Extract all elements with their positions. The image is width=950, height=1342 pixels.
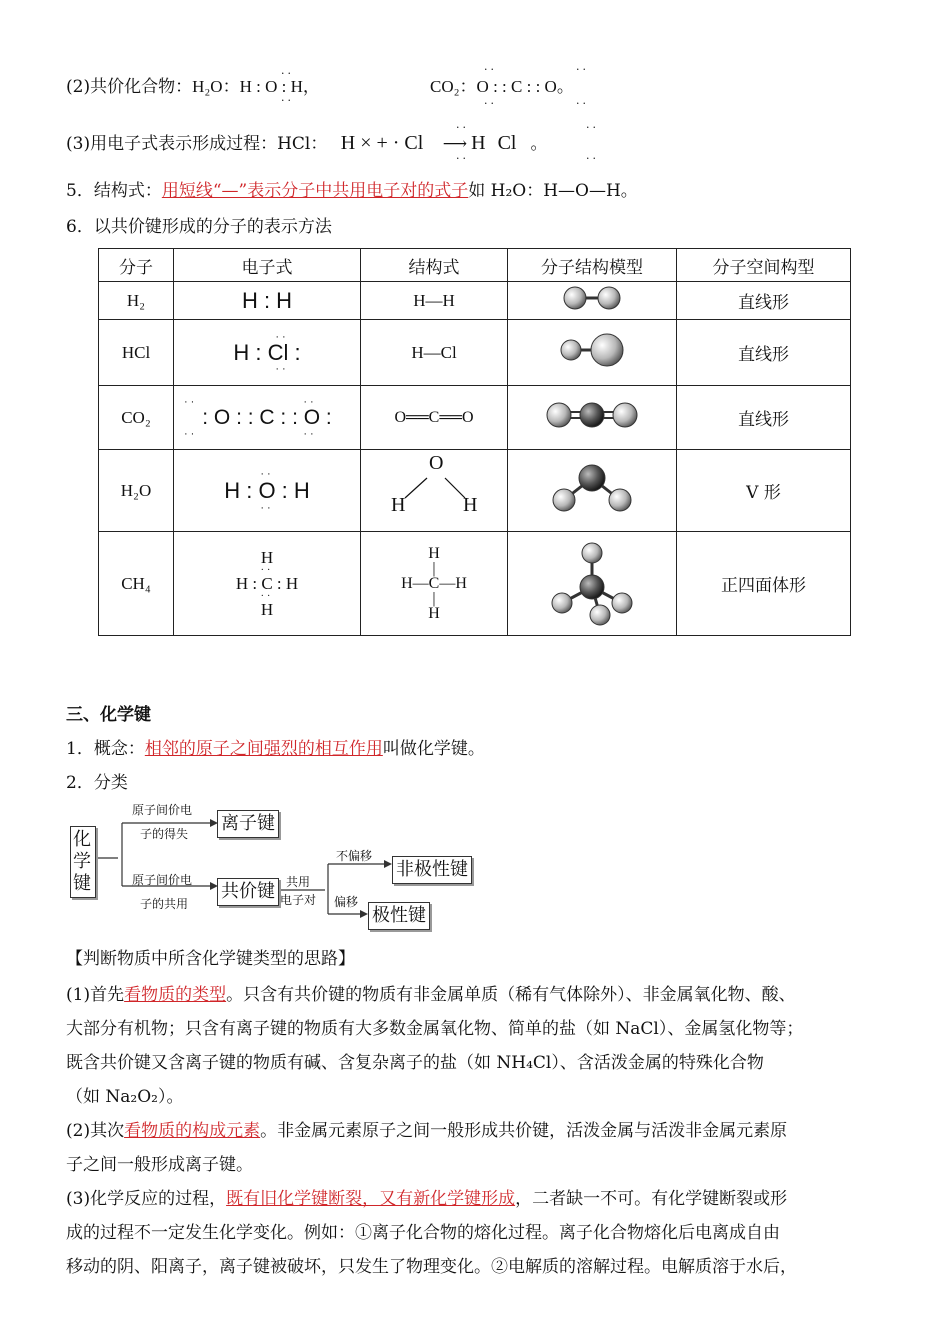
process-product-h: H: [471, 132, 486, 154]
judge-paragraph-2: (2)其次看物质的构成元素。非金属元素原子之间一般形成共价键，活泼金属与活泼非金属元素原 子之间一般形成离子键。: [66, 1121, 788, 1175]
process-product-cl: Cl: [497, 132, 517, 154]
co2-o2-pair-top: ··: [576, 63, 589, 76]
structure-formula-cell: O H H: [361, 450, 508, 532]
co2-ball-model: [537, 398, 647, 432]
model-cell: [508, 532, 677, 636]
concept-suffix: 叫做化学键。: [382, 739, 485, 759]
shift-label: 偏移: [334, 895, 359, 909]
concept-highlight: 相邻的原子之间强烈的相互作用: [144, 739, 383, 759]
item5-line: [66, 180, 638, 202]
item5-suffix: 如 H₂O：H—O—H。: [468, 181, 638, 201]
process-product-pair-top: ··: [586, 121, 599, 134]
h2o-label: H₂O：: [192, 77, 240, 96]
model-cell: [508, 282, 677, 320]
judge-title: 【判断物质中所含化学键类型的思路】: [66, 949, 355, 969]
judge-paragraph-1: (1)首先看物质的类型。只含有共价键的物质有非金属单质（稀有气体除外）、非金属氧化物、酸、 大部分有机物；只含有离子键的物质有大多数金属氧化物、简单的盐（如 NaCl）、金属氢化物等； 既含共价键又含离子键的物质有碱、含复杂离子的盐（如 NH₄Cl）、含活泼金属的特殊化合物 （如 Na₂O₂）。: [66, 985, 804, 1107]
judge-paragraph-3: (3)化学反应的过程，既有旧化学键断裂，又有新化学键形成，二者缺一不可。有化学键断裂或形 成的过程不一定发生化学变化。例如：①离子化合物的熔化过程。离子化合物熔化后电离成自由 移动的阴、阳离子，离子键被破坏，只发生了物理变化。②电解质的溶解过程。电解质溶于水后，: [66, 1189, 797, 1277]
item5-prefix: 5．结构式：: [66, 181, 162, 201]
shape-cell: 直线形: [677, 320, 851, 386]
molecule-cell: CO₂: [99, 386, 174, 450]
table-header: 分子: [99, 249, 174, 282]
covalent-desc-line1: 原子间价电: [132, 873, 193, 887]
hcl-ball-model: [547, 328, 637, 372]
h2o-electron-formula: H : O : H，: [239, 77, 320, 96]
process-end: 。: [530, 134, 548, 154]
electron-formula-cell: H ·· H : C : H ·· H: [174, 532, 361, 636]
molecule-cell: H₂: [99, 282, 174, 320]
covalent-compound-label: (2)共价化合物：: [66, 77, 193, 97]
process-product-pair-bottom: ··: [586, 152, 599, 165]
co2-o2-pair-bottom: ··: [576, 97, 589, 110]
co2-line: [430, 76, 574, 98]
model-cell: [508, 450, 677, 532]
ionic-bond-box: 离子键: [217, 810, 279, 838]
covalent-desc-line2: 子的共用: [140, 897, 189, 911]
shared-pair-label1: 共用: [286, 875, 311, 889]
shape-cell: 直线形: [677, 386, 851, 450]
ionic-desc-line1: 原子间价电: [132, 803, 193, 817]
classify-line: 2．分类: [66, 773, 128, 793]
nonpolar-bond-box: 非极性键: [392, 856, 472, 884]
shape-cell: 正四面体形: [677, 532, 851, 636]
shared-pair-label2: 电子对: [280, 893, 317, 907]
structure-formula-cell: H | H—C—H | H: [361, 532, 508, 636]
molecule-cell: CH₄: [99, 532, 174, 636]
ionic-desc-line2: 子的得失: [140, 827, 189, 841]
ch4-ball-model: [542, 535, 642, 627]
h2-ball-model: [547, 283, 637, 313]
structure-formula-cell: O══C══O: [361, 386, 508, 450]
item6-line: 6．以共价键形成的分子的表示方法: [66, 217, 332, 237]
table-row: [99, 282, 851, 320]
h2o-lone-pair-bottom: ··: [281, 94, 294, 107]
concept-line: [66, 738, 485, 760]
covalent-bond-box: 共价键: [217, 878, 279, 906]
polar-bond-box: 极性键: [368, 902, 430, 930]
molecule-cell: H₂O: [99, 450, 174, 532]
co2-label: CO₂：: [430, 77, 477, 96]
table-row: [99, 386, 851, 450]
process-arrow: ⟶: [442, 134, 468, 154]
process-label: (3)用电子式表示形成过程：HCl：: [66, 134, 328, 154]
concept-prefix: 1．概念：: [66, 739, 145, 759]
process-cl-pair-bottom: ··: [456, 152, 469, 165]
item5-highlight: 用短线“—”表示分子中共用电子对的式子: [161, 181, 469, 201]
h2o-lone-pair-top: ··: [281, 67, 294, 80]
electron-formula-cell: ·· H : Cl : ··: [174, 320, 361, 386]
table-header: 结构式: [361, 249, 508, 282]
table-header: 分子空间构型: [677, 249, 851, 282]
structure-formula-cell: H—Cl: [361, 320, 508, 386]
co2-o1-pair-top: ··: [484, 63, 497, 76]
process-cl-pair-top: ··: [456, 121, 469, 134]
structure-formula-cell: H—H: [361, 282, 508, 320]
model-cell: [508, 320, 677, 386]
table-row: [99, 532, 851, 636]
electron-formula-cell: ·· H : O : H ··: [174, 450, 361, 532]
co2-o1-pair-bottom: ··: [484, 97, 497, 110]
electron-formula-cell: H : H: [174, 282, 361, 320]
table-row: [99, 320, 851, 386]
process-reactants: H × + · Cl: [340, 132, 424, 154]
molecule-table: [98, 248, 851, 636]
chemical-bond-root-box: 化学键: [70, 826, 96, 898]
co2-end: 。: [556, 77, 574, 97]
table-row: [99, 450, 851, 532]
table-header: 电子式: [174, 249, 361, 282]
electron-formula-cell: ·· ·· : O : : C : : O : ·· ··: [174, 386, 361, 450]
shape-cell: V 形: [677, 450, 851, 532]
table-header: 分子结构模型: [508, 249, 677, 282]
molecule-cell: HCl: [99, 320, 174, 386]
table-header-row: [99, 249, 851, 282]
shape-cell: 直线形: [677, 282, 851, 320]
no-shift-label: 不偏移: [336, 849, 373, 863]
co2-electron-formula: O : : C : : O: [476, 77, 557, 96]
section3-title: 三、化学键: [66, 705, 151, 725]
formation-process-line: [66, 132, 547, 155]
bond-classification-diagram: [70, 798, 480, 938]
model-cell: [508, 386, 677, 450]
h2o-ball-model: [542, 456, 642, 520]
